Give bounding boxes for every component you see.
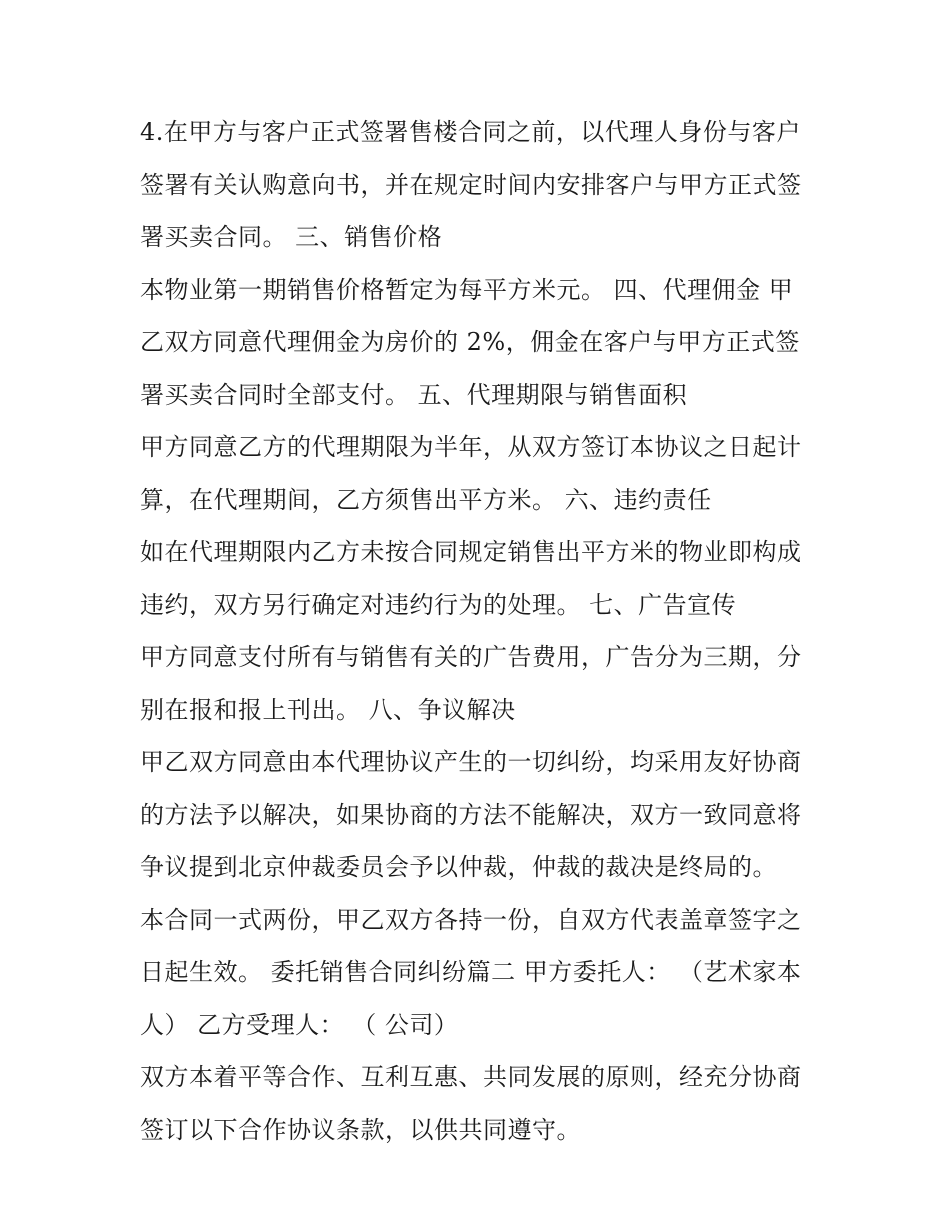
text-line: 人） 乙方受理人： （ 公司） [140,1010,459,1039]
text-line: 如在代理期限内乙方未按合同规定销售出平方米的物业即构成 [140,538,802,566]
text-line: 甲乙双方同意由本代理协议产生的一切纠纷，均采用友好协商 [140,748,802,776]
text-line: 4.在甲方与客户正式签署售楼合同之前，以代理人身份与客户 [140,118,801,146]
text-line: 别在报和报上刊出。 八、争议解决 [140,695,516,724]
text-line: 本物业第一期销售价格暂定为每平方米元。 四、代理佣金 甲 [140,275,794,304]
text-line: 签署有关认购意向书，并在规定时间内安排客户与甲方正式签 [140,170,802,199]
document-body [140,106,820,1156]
text-line: 争议提到北京仲裁委员会予以仲裁，仲裁的裁决是终局的。 [140,853,777,881]
text-line: 算，在代理期间，乙方须售出平方米。 六、违约责任 [140,485,712,514]
text-line: 的方法予以解决，如果协商的方法不能解决，双方一致同意将 [140,800,802,829]
text-line: 双方本着平等合作、互利互惠、共同发展的原则，经充分协商 [140,1063,802,1091]
text-line: 甲方同意支付所有与销售有关的广告费用，广告分为三期，分 [140,643,802,671]
text-line: 署买卖合同时全部支付。 五、代理期限与销售面积 [140,380,688,409]
text-line: 署买卖合同。 三、销售价格 [140,223,443,251]
text-line: 日起生效。 委托销售合同纠纷篇二 甲方委托人： （艺术家本 [140,958,802,986]
text-line: 乙双方同意代理佣金为房价的 2%，佣金在客户与甲方正式签 [140,328,800,356]
text-line: 违约，双方另行确定对违约行为的处理。 七、广告宣传 [140,590,737,619]
text-line: 签订以下合作协议条款，以供共同遵守。 [140,1115,581,1144]
text-line: 本合同一式两份，甲乙双方各持一份，自双方代表盖章签字之 [140,905,802,934]
text-line: 甲方同意乙方的代理期限为半年，从双方签订本协议之日起计 [140,433,802,461]
